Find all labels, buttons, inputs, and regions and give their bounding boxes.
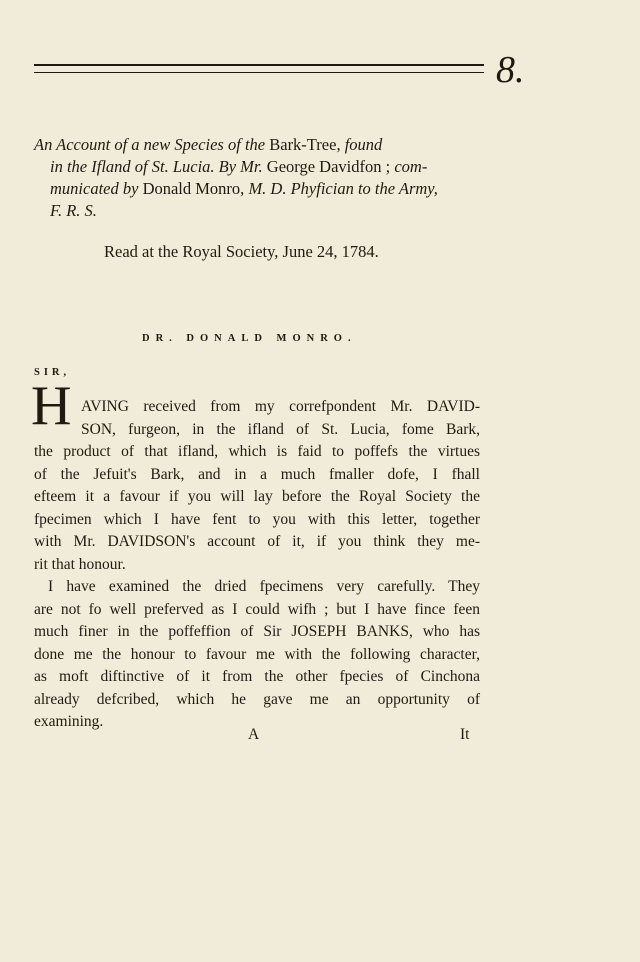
article-title (34, 134, 494, 222)
title-line-1: An Account of a new Species of the Bark-Tree, found (34, 135, 383, 154)
drop-cap: H (31, 375, 72, 437)
text-line: of the Jefuit's Bark, and in a much fmaller dofe, I fhall (34, 465, 480, 483)
text-line: much finer in the poffeffion of Sir JOSEPH BANKS, who has (34, 623, 480, 640)
read-at-line: Read at the Royal Society, June 24, 1784. (104, 242, 379, 261)
header-rule-thin (34, 72, 484, 73)
text-line: already defcribed, which he gave me an opportunity of (34, 690, 480, 708)
title-line-2: in the Ifland of St. Lucia. By Mr. George Davidfon ; com- (50, 157, 428, 176)
salutation: SIR, (34, 367, 71, 378)
letter-body (34, 396, 480, 734)
text-line: are not fo well preferved as I could wifh ; but I have fince feen (34, 600, 480, 618)
header-rule (34, 64, 484, 66)
text-line: AVING received from my correfpondent Mr. DAVID- (81, 398, 480, 415)
title-line-3: municated by Donald Monro, M. D. Phyfician to the Army, (50, 179, 438, 198)
text-line: the product of that ifland, which is faid to poffefs the virtues (34, 443, 480, 460)
text-line: fpecimen which I have fent to you with this letter, together (34, 510, 480, 528)
text-line: with Mr. DAVIDSON's account of it, if you think they me- (34, 533, 480, 550)
text-line: rit that honour. (34, 555, 126, 573)
text-line: efteem it a favour if you will lay before the Royal Society the (34, 488, 480, 505)
text-line: SON, furgeon, in the ifland of St. Lucia, fome Bark, (81, 420, 480, 438)
title-line-4: F. R. S. (50, 201, 97, 220)
text-line: done me the honour to favour me with the following character, (34, 645, 480, 663)
catchword: It (460, 726, 470, 743)
signature-mark: A (248, 726, 260, 743)
page-number: 8. (496, 49, 525, 91)
text-line: I have examined the dried fpecimens very carefully. They (48, 578, 480, 595)
addressee: DR. DONALD MONRO. (142, 333, 357, 344)
text-line: examining. (34, 713, 104, 730)
text-line: as moft diftinctive of it from the other fpecies of Cinchona (34, 668, 480, 685)
